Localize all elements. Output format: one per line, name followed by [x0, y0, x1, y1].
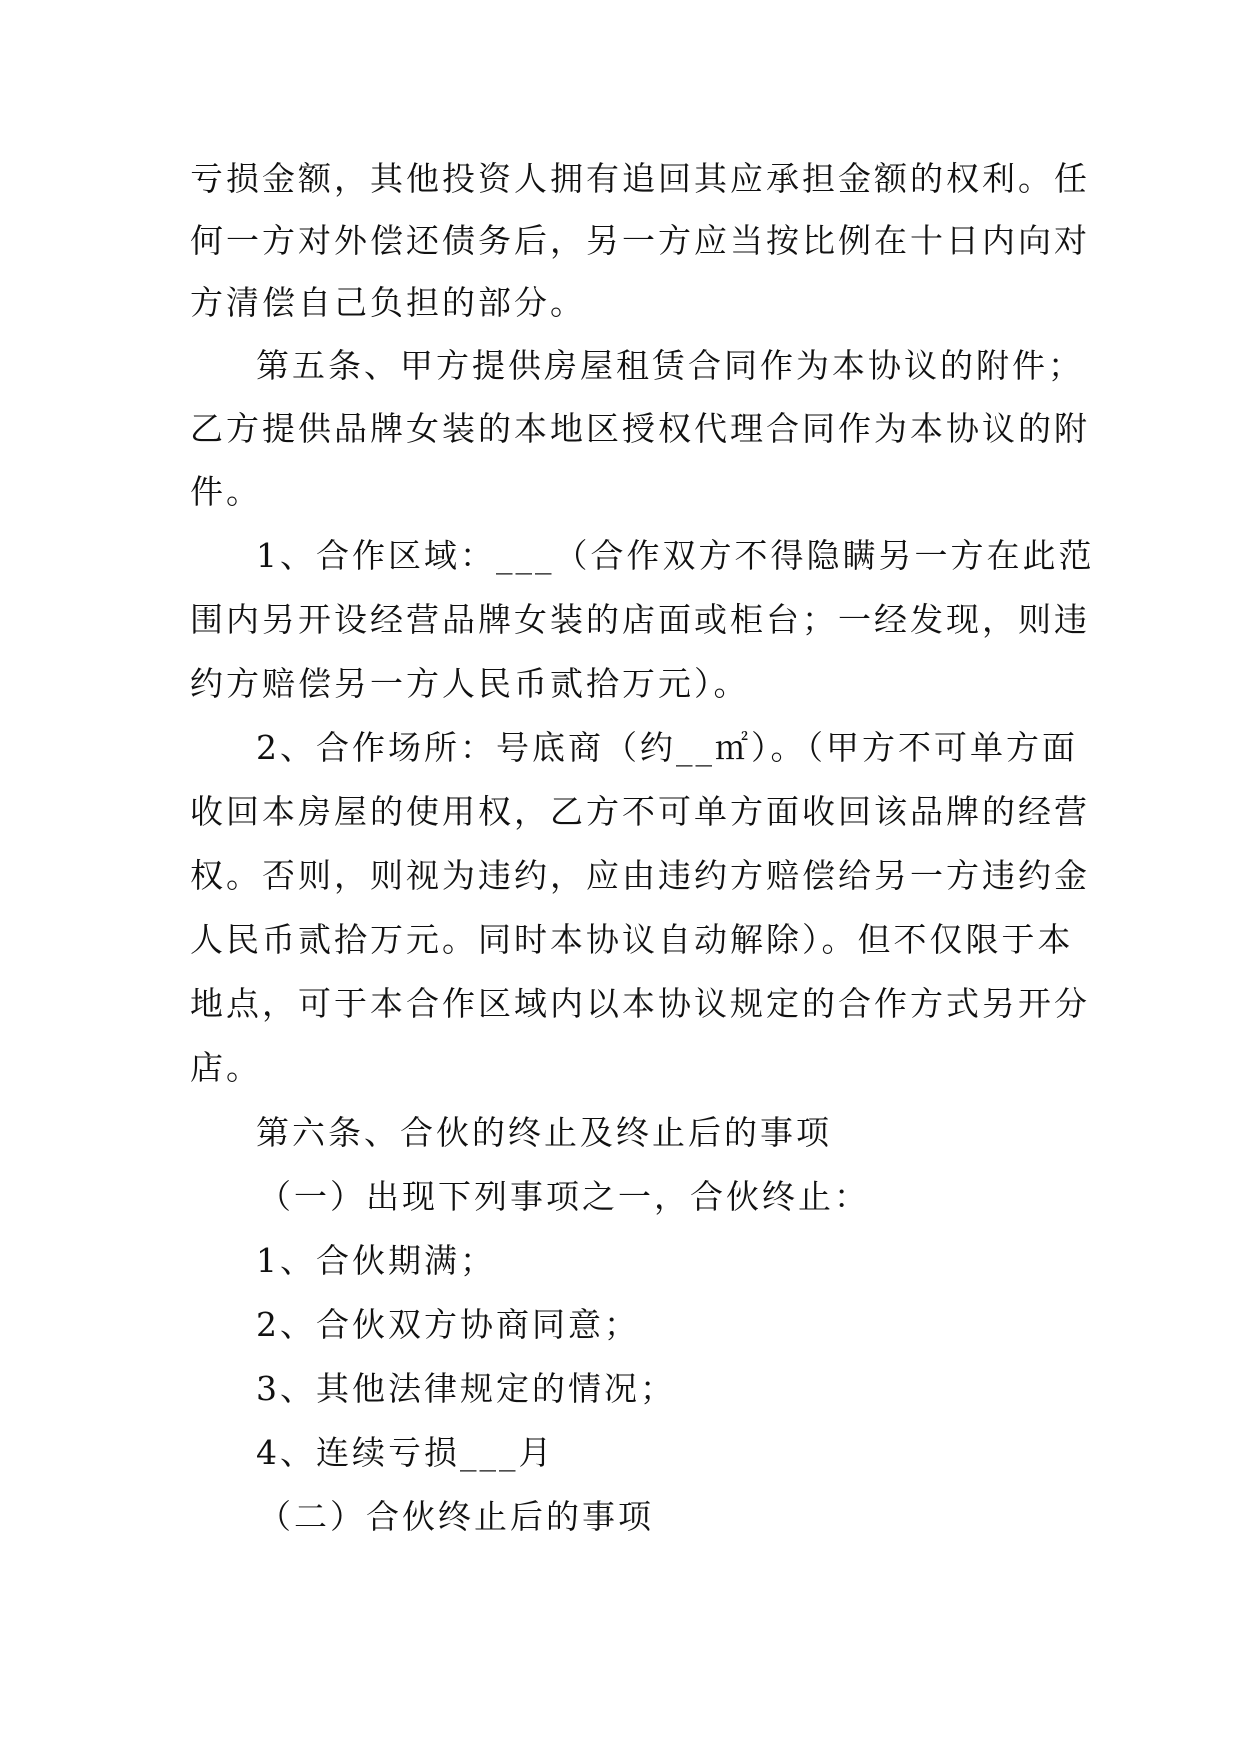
clause-2-line-3: 权。否则，则视为违约，应由违约方赔偿给另一方违约金: [190, 856, 1090, 895]
paragraph-line-1: 亏损金额，其他投资人拥有追回其应承担金额的权利。任: [190, 159, 1090, 198]
termination-item-3: 3、其他法律规定的情况；: [256, 1369, 676, 1408]
article-six-heading: 第六条、合伙的终止及终止后的事项: [256, 1113, 832, 1152]
termination-item-2: 2、合伙双方协商同意；: [256, 1305, 640, 1344]
paragraph-line-3: 方清偿自己负担的部分。: [190, 283, 586, 322]
clause-2-line-4: 人民币贰拾万元。同时本协议自动解除）。但不仅限于本: [190, 920, 1074, 959]
clause-1-line-2: 围内另开设经营品牌女装的店面或柜台；一经发现，则违: [190, 600, 1090, 639]
termination-subheading-1: （一）出现下列事项之一，合伙终止：: [258, 1177, 870, 1216]
paragraph-line-5: 乙方提供品牌女装的本地区授权代理合同作为本协议的附: [190, 409, 1090, 448]
termination-item-4: 4、连续亏损___月: [256, 1433, 555, 1472]
termination-item-1: 1、合伙期满；: [256, 1241, 496, 1280]
clause-1-line-3: 约方赔偿另一方人民币贰拾万元）。: [190, 664, 750, 703]
article-five-heading: 第五条、甲方提供房屋租赁合同作为本协议的附件；: [256, 346, 1084, 385]
paragraph-line-2: 何一方对外偿还债务后，另一方应当按比例在十日内向对: [190, 221, 1090, 260]
clause-2-line-1: 2、合作场所：号底商（约__㎡）。（甲方不可单方面: [256, 728, 1078, 767]
paragraph-line-6: 件。: [190, 472, 262, 511]
clause-2-line-2: 收回本房屋的使用权，乙方不可单方面收回该品牌的经营: [190, 792, 1090, 831]
clause-2-line-6: 店。: [190, 1048, 262, 1087]
clause-1-line-1: 1、合作区域：___（合作双方不得隐瞒另一方在此范: [256, 536, 1095, 575]
clause-2-line-5: 地点，可于本合作区域内以本协议规定的合作方式另开分: [190, 984, 1090, 1023]
termination-subheading-2: （二）合伙终止后的事项: [258, 1497, 654, 1536]
